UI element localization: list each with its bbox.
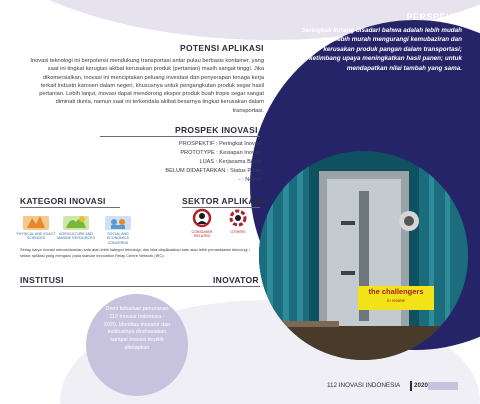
footer-text: 112 INOVASI INDONESIA bbox=[327, 382, 401, 389]
prospek-value: Status Paten bbox=[229, 168, 262, 174]
institusi-title: INSTITUSI bbox=[20, 275, 64, 285]
perspektif-title: PERSPEKTIF bbox=[406, 12, 468, 22]
prospek-key: PROTOTYPE : bbox=[180, 150, 218, 156]
kategori-item-social bbox=[98, 212, 138, 245]
prospek-value: Kerjasama Bisnis bbox=[218, 159, 262, 165]
potensi-title: POTENSI APLIKASI bbox=[180, 43, 264, 53]
potensi-body: Inovasi teknologi ini berpotensi mendukung transportasi antar pulau berbasis kontainer, yang saat ini tingkat kerugian akibat kerusakan produk (pertanian) masih sangat tinggi. Jika dikomersialkan, inovasi ini menciptakan peluang investasi dan penyerapan tenaga kerja terkait industri karoseri dalam negeri, khususnya untuk pengangkutan produk segar hasil pertanian. Lebih lanjut, inovasi dapat mendorong ekspor produk buah tropis segar sangat diminati dunia, namun saat ini terkendala akibat besarnya tingkat kerusakan dalam transportasi. bbox=[30, 58, 264, 114]
prospek-row bbox=[179, 141, 262, 147]
prospek-divider bbox=[100, 136, 260, 137]
sektor-item-consumer bbox=[186, 207, 218, 239]
footer-year: 2020 bbox=[414, 382, 429, 389]
prospek-value: Kesiapan Inovasi bbox=[219, 150, 262, 156]
prospek-row bbox=[239, 177, 262, 183]
social-economics-icon bbox=[105, 212, 131, 230]
kategori-divider bbox=[20, 207, 120, 208]
institusi-text: Demi kebaikan penurunan 112 Inovasi Indonesia - 2020, Identitas inovator dan institusinya dirahasiakan sampai Inovasi terpilih ditetapkan bbox=[103, 306, 171, 352]
sektor-title: SEKTOR APLIKASI bbox=[182, 196, 264, 206]
badge-title: the challengers bbox=[368, 287, 424, 296]
prospek-value: Peringkat Inovasi bbox=[219, 141, 262, 147]
kategori-item-physical bbox=[16, 212, 56, 241]
prospek-row bbox=[165, 168, 262, 174]
kategori-title: KATEGORI INOVASI bbox=[20, 196, 106, 206]
agriculture-icon bbox=[63, 212, 89, 230]
institusi-divider bbox=[20, 286, 260, 287]
prospek-key: LUAS : bbox=[199, 159, 218, 165]
footer-strip bbox=[428, 382, 458, 390]
prospek-row bbox=[180, 150, 262, 156]
others-icon bbox=[227, 207, 249, 229]
container-photo bbox=[259, 151, 468, 360]
sektor-item-others bbox=[222, 207, 254, 234]
perspektif-text: Seringkali kurang disadari bahwa adalah lebih mudah dan lebih murah mengurangi kemubaziran dan kerusakan produk pangan dalam transportasi; ketimbang upaya meningkatkan hasil panen; untuk mendapatkan nilai tambah yang sama. bbox=[301, 27, 462, 72]
sektor-label: OTHERS bbox=[230, 230, 246, 234]
consumer-icon bbox=[191, 207, 213, 229]
prospek-value: Nomor bbox=[245, 177, 262, 183]
category-note: Setiap karya inovasi mencantumkan satu atau lebih kategori teknologi, dan bisa diaplikasikan satu atau lebih pemanfaatan teknologi / sektor aplikasi yang mengacu pada standar Innovation Relay Centre Network (IRC). bbox=[20, 247, 250, 258]
sektor-label: CONSUMER RELATED bbox=[191, 230, 213, 239]
inovator-title: INOVATOR bbox=[213, 275, 259, 285]
kategori-label: SOCIAL AND ECONOMICS CONCERNS bbox=[106, 232, 130, 245]
physical-sciences-icon bbox=[23, 212, 49, 230]
kategori-label: PHYSICAL AND EXACT SCIENCES bbox=[16, 232, 56, 241]
prospek-key: - : bbox=[238, 177, 244, 183]
prospek-key: PROSPEKTIF : bbox=[178, 141, 218, 147]
kategori-label: AGRICULTURE AND MARINE RESOURCES bbox=[57, 232, 95, 241]
kategori-item-agriculture bbox=[56, 212, 96, 241]
prospek-row bbox=[199, 159, 262, 165]
prospek-title: PROSPEK INOVASI bbox=[175, 125, 258, 135]
challengers-badge bbox=[358, 286, 434, 310]
footer-divider bbox=[410, 381, 412, 391]
badge-subtitle: in review bbox=[387, 298, 405, 303]
prospek-key: BELUM DIDAFTARKAN : bbox=[165, 168, 229, 174]
